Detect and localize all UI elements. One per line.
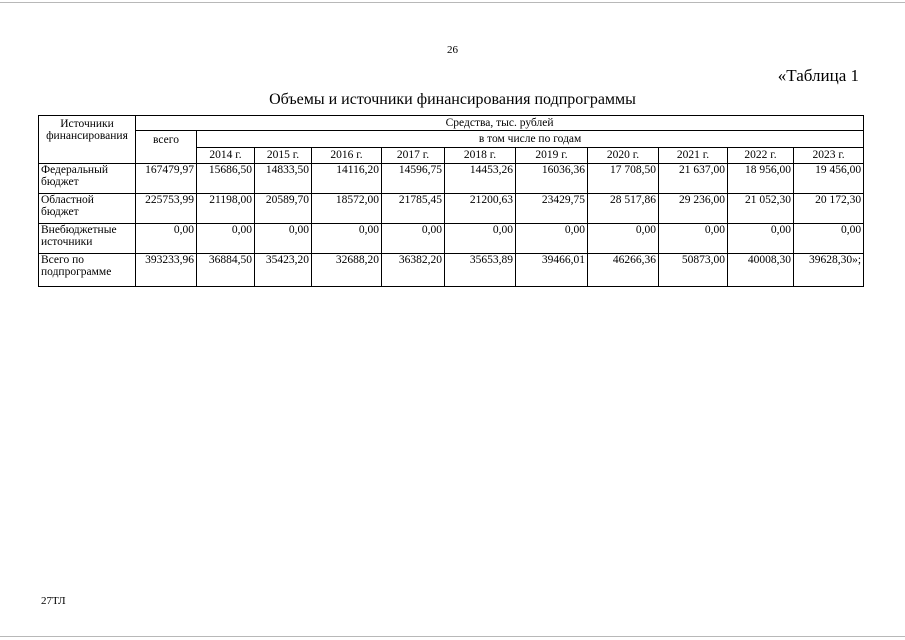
value-cell: 0,00 (794, 224, 864, 254)
value-cell: 40008,30 (728, 254, 794, 287)
value-cell: 46266,36 (588, 254, 659, 287)
value-cell: 35423,20 (255, 254, 312, 287)
scan-artifact-top (0, 2, 905, 3)
total-cell: 0,00 (136, 224, 197, 254)
value-cell: 29 236,00 (659, 194, 728, 224)
total-cell: 393233,96 (136, 254, 197, 287)
value-cell: 0,00 (255, 224, 312, 254)
value-cell: 50873,00 (659, 254, 728, 287)
year-header: 2019 г. (516, 148, 588, 164)
value-cell: 15686,50 (197, 164, 255, 194)
source-cell: Всего по подпрограмме (39, 254, 136, 287)
value-cell: 14453,26 (445, 164, 516, 194)
value-cell: 0,00 (312, 224, 382, 254)
year-header: 2014 г. (197, 148, 255, 164)
value-cell: 36884,50 (197, 254, 255, 287)
source-cell: Областной бюджет (39, 194, 136, 224)
value-cell: 0,00 (445, 224, 516, 254)
table-row (39, 254, 864, 287)
value-cell: 35653,89 (445, 254, 516, 287)
page-number: 26 (447, 44, 458, 56)
value-cell: 21200,63 (445, 194, 516, 224)
source-cell: Внебюджетные источники (39, 224, 136, 254)
year-header: 2023 г. (794, 148, 864, 164)
year-header: 2017 г. (382, 148, 445, 164)
value-cell: 0,00 (728, 224, 794, 254)
funds-header: Средства, тыс. рублей (136, 116, 864, 131)
value-cell: 14116,20 (312, 164, 382, 194)
value-cell: 0,00 (382, 224, 445, 254)
value-cell: 0,00 (588, 224, 659, 254)
header-row-1 (39, 116, 864, 131)
value-cell: 36382,20 (382, 254, 445, 287)
value-cell: 14833,50 (255, 164, 312, 194)
value-cell: 39628,30»; (794, 254, 864, 287)
year-header: 2020 г. (588, 148, 659, 164)
value-cell: 18 956,00 (728, 164, 794, 194)
year-header: 2021 г. (659, 148, 728, 164)
value-cell: 18572,00 (312, 194, 382, 224)
scan-artifact-bottom (0, 636, 905, 637)
value-cell: 17 708,50 (588, 164, 659, 194)
source-cell: Федеральный бюджет (39, 164, 136, 194)
year-header: 2018 г. (445, 148, 516, 164)
source-header: Источники финансирования (39, 116, 136, 164)
year-header: 2022 г. (728, 148, 794, 164)
value-cell: 21785,45 (382, 194, 445, 224)
by-year-header: в том числе по годам (197, 131, 864, 148)
value-cell: 0,00 (659, 224, 728, 254)
value-cell: 20589,70 (255, 194, 312, 224)
table-row (39, 194, 864, 224)
value-cell: 21 637,00 (659, 164, 728, 194)
value-cell: 23429,75 (516, 194, 588, 224)
table-row (39, 224, 864, 254)
table-row (39, 164, 864, 194)
year-header: 2016 г. (312, 148, 382, 164)
value-cell: 39466,01 (516, 254, 588, 287)
total-cell: 167479,97 (136, 164, 197, 194)
value-cell: 0,00 (516, 224, 588, 254)
financing-table (38, 115, 864, 287)
value-cell: 0,00 (197, 224, 255, 254)
value-cell: 21198,00 (197, 194, 255, 224)
value-cell: 21 052,30 (728, 194, 794, 224)
header-row-2 (39, 131, 864, 148)
page-title: Объемы и источники финансирования подпрограммы (269, 91, 636, 108)
value-cell: 32688,20 (312, 254, 382, 287)
total-cell: 225753,99 (136, 194, 197, 224)
value-cell: 19 456,00 (794, 164, 864, 194)
footer-code: 27ТЛ (41, 595, 66, 607)
total-header: всего (136, 131, 197, 164)
value-cell: 20 172,30 (794, 194, 864, 224)
value-cell: 14596,75 (382, 164, 445, 194)
value-cell: 28 517,86 (588, 194, 659, 224)
table-label: «Таблица 1 (777, 66, 859, 85)
year-header: 2015 г. (255, 148, 312, 164)
value-cell: 16036,36 (516, 164, 588, 194)
